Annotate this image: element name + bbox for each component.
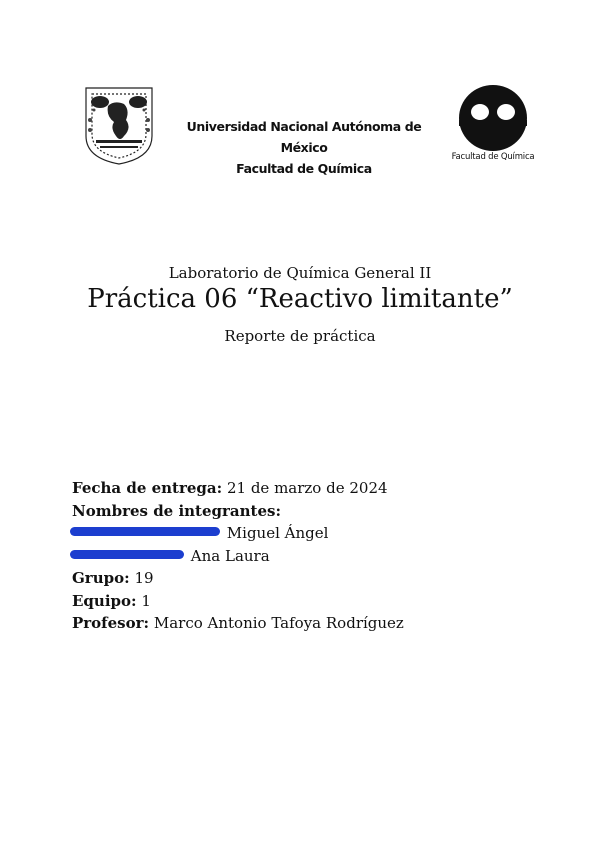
equipo-value: 1 [141, 591, 151, 610]
profesor-label: Profesor: [72, 614, 150, 632]
equipo-row [72, 590, 532, 613]
redaction-mark [70, 527, 220, 536]
page-title: Práctica 06 “Reactivo limitante” [87, 284, 513, 314]
fecha-value: 21 de marzo de 2024 [226, 479, 388, 497]
redaction-mark [70, 550, 184, 559]
equipo-label: Equipo: [72, 591, 137, 610]
redacted-member-name [72, 522, 222, 538]
fecha-row [72, 477, 532, 500]
logo-caption: Facultad de Química [451, 152, 535, 162]
lab-name: Laboratorio de Química General II [168, 264, 432, 282]
grupo-row [72, 567, 532, 590]
faculty-name: Facultad de Química [236, 161, 372, 176]
integrantes-label: Nombres de integrantes: [72, 501, 281, 520]
university-name: Universidad Nacional Autónoma de México [186, 119, 422, 155]
member-visible-name: Miguel Ángel [226, 524, 329, 542]
redacted-member-name [72, 545, 186, 561]
unam-seal-logo [80, 80, 158, 166]
member-visible-name: Ana Laura [190, 546, 270, 565]
member-row [72, 545, 532, 568]
grupo-value: 19 [134, 569, 154, 587]
fecha-label: Fecha de entrega: [72, 479, 223, 497]
grupo-label: Grupo: [72, 569, 130, 587]
integrantes-row [72, 500, 532, 523]
profesor-row [72, 612, 532, 635]
profesor-value: Marco Antonio Tafoya Rodríguez [153, 614, 404, 632]
member-row [72, 522, 532, 545]
report-subtitle: Reporte de práctica [224, 327, 376, 345]
report-info [72, 477, 532, 635]
institution-heading [168, 116, 440, 179]
